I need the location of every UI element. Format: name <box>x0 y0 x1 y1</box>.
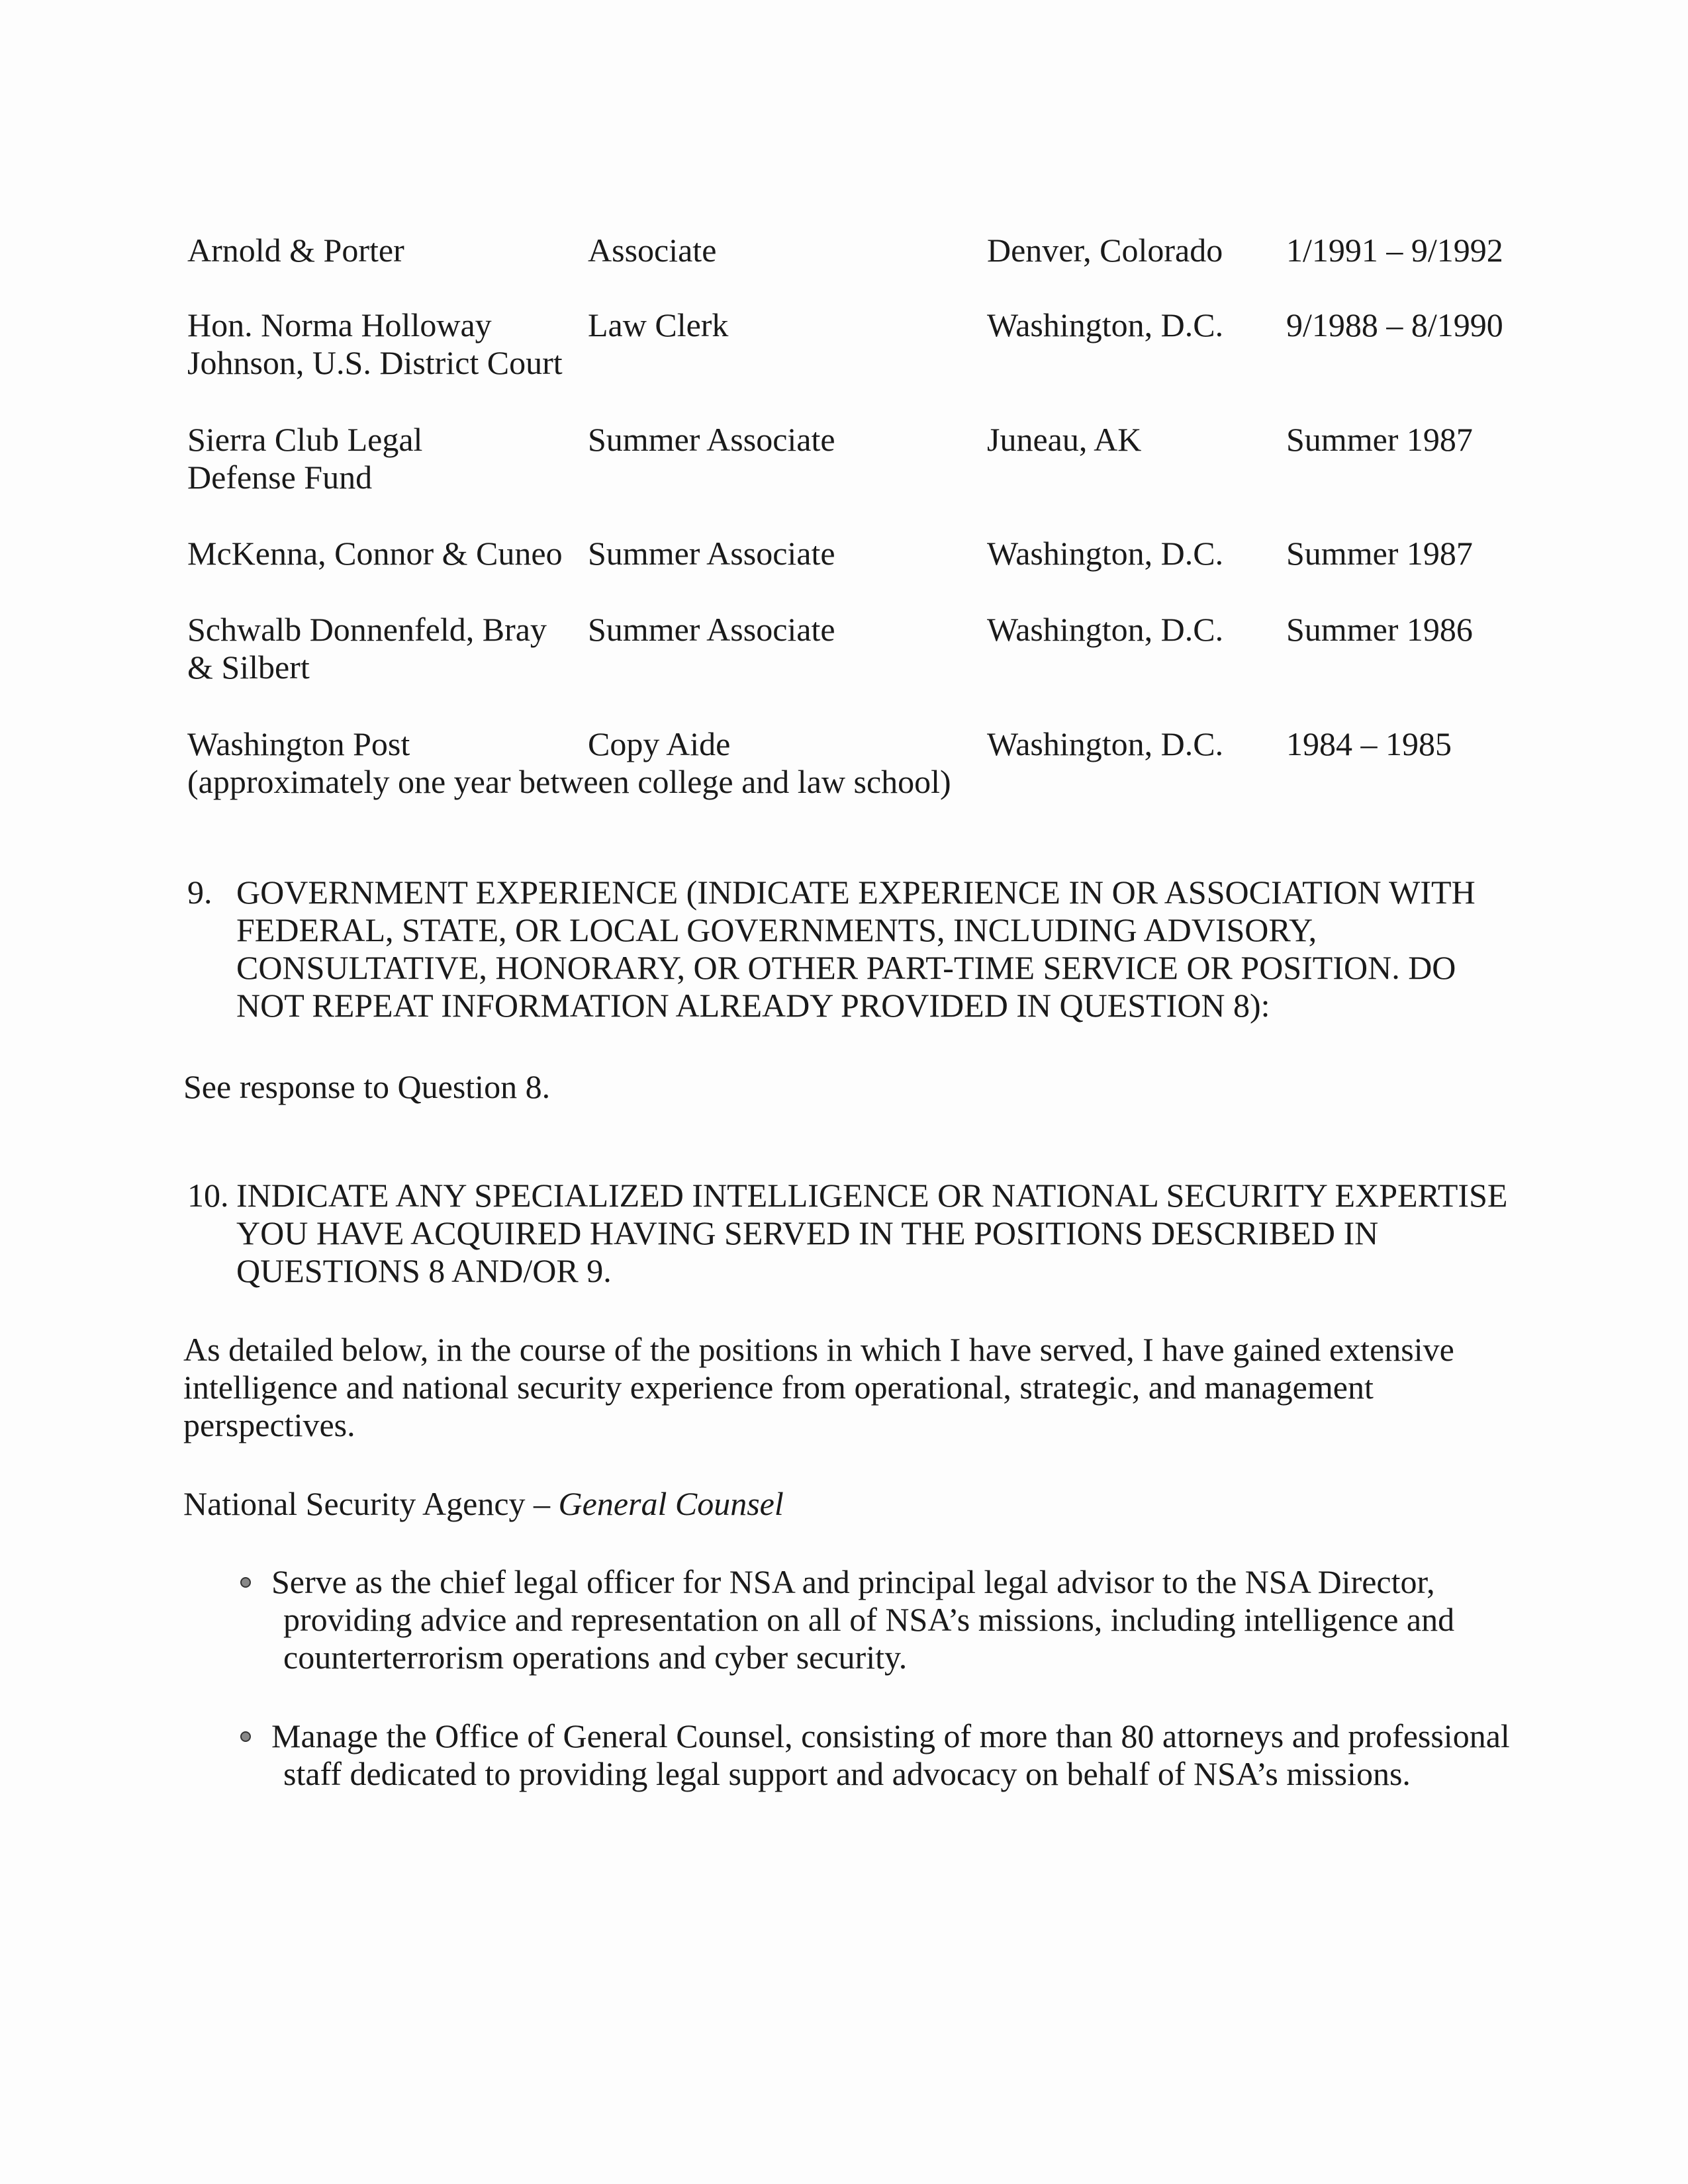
position: Associate <box>588 232 717 269</box>
position: Copy Aide <box>588 725 731 762</box>
org-line: (approximately one year between college and law school) <box>187 763 951 800</box>
dates: 1984 – 1985 <box>1286 725 1452 762</box>
question-10-answer: As detailed below, in the course of the positions in which I have served, I have gained extensive intelligence and national security experience from operational, strategic, and management perspectives. <box>183 1331 1454 1443</box>
org-line: Hon. Norma Holloway <box>187 306 492 343</box>
position: Summer Associate <box>588 421 835 458</box>
question-9-answer: See response to Question 8. <box>183 1068 551 1105</box>
bullet-text: Serve as the chief legal officer for NSA and principal legal advisor to the NSA Director, providing advice and representation on all of NSA’s missions, including intelligence and counterterrorism operations and cyber security. <box>271 1563 1455 1676</box>
position: Summer Associate <box>588 535 835 572</box>
position-heading <box>183 1485 1540 1523</box>
question-number: 9. <box>187 874 212 911</box>
question-text: GOVERNMENT EXPERIENCE (INDICATE EXPERIENCE IN OR ASSOCIATION WITH FEDERAL, STATE, OR LOCAL GOVERNMENTS, INCLUDING ADVISORY, CONSULTATIVE, HONORARY, OR OTHER PART-TIME SERVICE OR POSITION. DO NOT REPEAT INFORMATION ALREADY PROVIDED IN QUESTION 8): <box>236 874 1476 1024</box>
position: Summer Associate <box>588 611 835 648</box>
org-line: Schwalb Donnenfeld, Bray <box>187 611 547 648</box>
bullet-text: Manage the Office of General Counsel, consisting of more than 80 attorneys and professional staff dedicated to providing legal support and advocacy on behalf of NSA’s missions. <box>271 1717 1510 1792</box>
location: Washington, D.C. <box>987 611 1224 648</box>
org-line: Johnson, U.S. District Court <box>187 344 563 381</box>
location: Washington, D.C. <box>987 725 1224 762</box>
bullet-item <box>240 1717 1531 1793</box>
question-10 <box>187 1177 1577 1290</box>
org-line: & Silbert <box>187 649 310 686</box>
dates: Summer 1987 <box>1286 535 1473 572</box>
org-line: Sierra Club Legal <box>187 421 423 458</box>
bullet-item <box>240 1563 1531 1676</box>
dates: Summer 1987 <box>1286 421 1473 458</box>
role-title: General Counsel <box>558 1485 784 1522</box>
org-line: Washington Post <box>187 725 410 762</box>
org-line: Defense Fund <box>187 459 373 496</box>
position: Law Clerk <box>588 306 729 343</box>
dates: Summer 1986 <box>1286 611 1473 648</box>
location: Washington, D.C. <box>987 306 1224 343</box>
location: Washington, D.C. <box>987 535 1224 572</box>
dates: 9/1988 – 8/1990 <box>1286 306 1503 343</box>
bullet-icon <box>240 1731 251 1742</box>
question-text: INDICATE ANY SPECIALIZED INTELLIGENCE OR NATIONAL SECURITY EXPERTISE YOU HAVE ACQUIRED HAVING SERVED IN THE POSITIONS DESCRIBED IN QUESTIONS 8 AND/OR 9. <box>236 1177 1508 1289</box>
organization: National Security Agency – <box>183 1485 559 1522</box>
location: Juneau, AK <box>987 421 1142 458</box>
org-line: McKenna, Connor & Cuneo <box>187 535 563 572</box>
question-9 <box>187 874 1577 1024</box>
dates: 1/1991 – 9/1992 <box>1286 232 1503 269</box>
org-line: Arnold & Porter <box>187 232 404 269</box>
bullet-icon <box>240 1577 251 1588</box>
question-number: 10. <box>187 1177 229 1214</box>
location: Denver, Colorado <box>987 232 1223 269</box>
